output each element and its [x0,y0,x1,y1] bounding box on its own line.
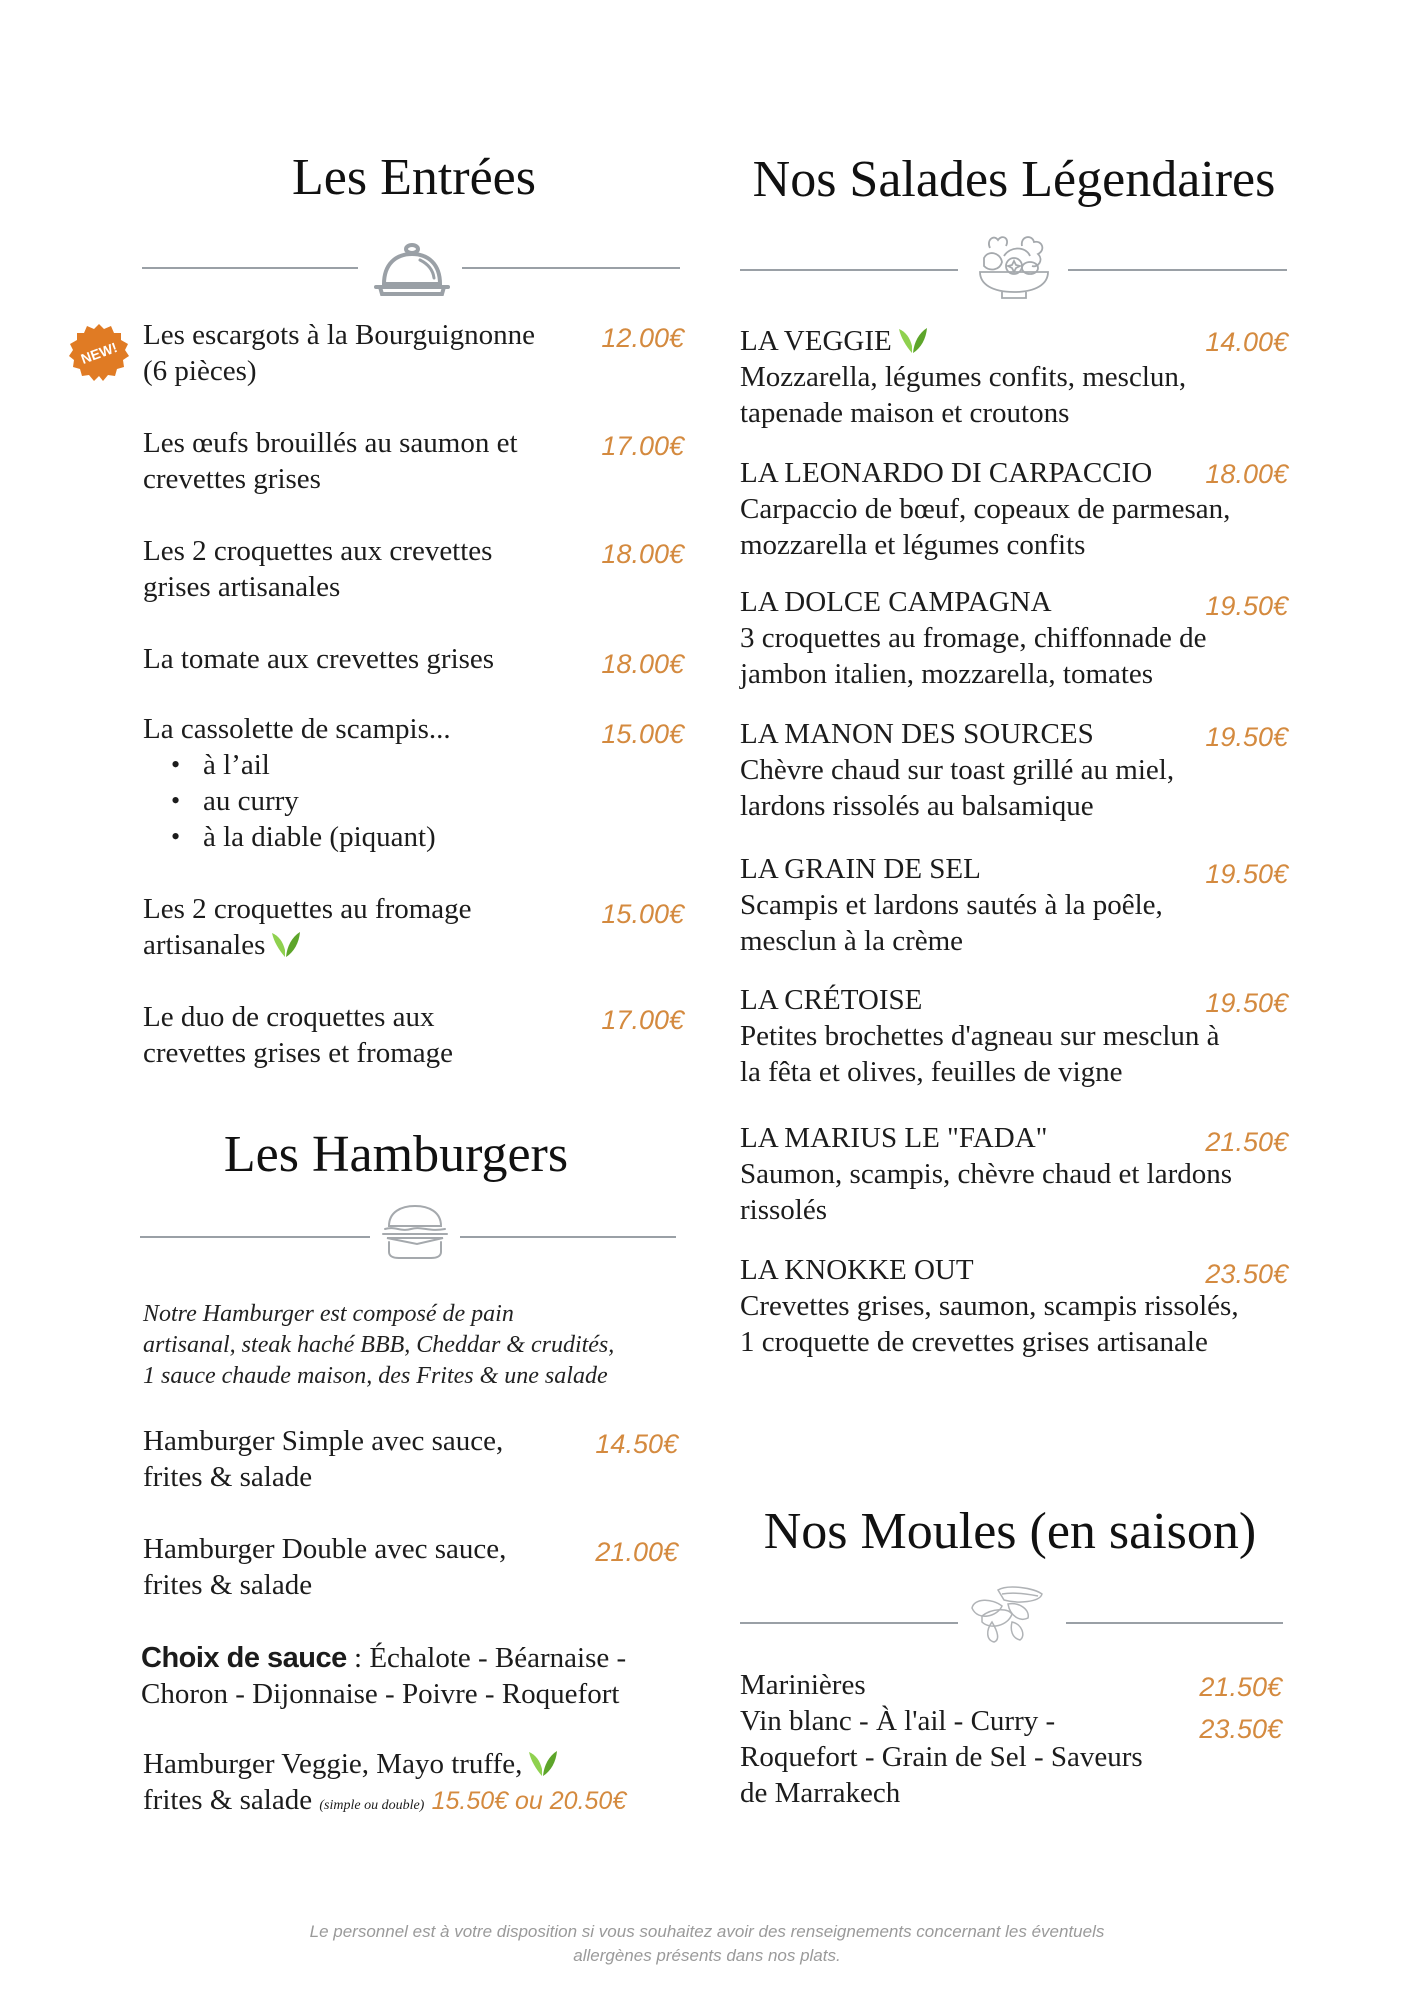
sauce-choice [141,1640,721,1712]
salad-desc-line: mozzarella et légumes confits [740,529,1086,561]
size-note: (simple ou double) [319,1798,425,1813]
salad-name: LA GRAIN DE SEL [740,853,981,885]
item-name-line2: (6 pièces) [143,355,257,387]
item-price: 17.00€ [601,1005,684,1035]
divider-line [462,267,680,269]
hamburgers-heading: Les Hamburgers [223,1126,569,1183]
item-price: 15.00€ [601,899,684,929]
variant-item: • au curry [171,783,603,819]
allergen-notice [0,1920,1414,1968]
item-name: Les escargots à la Bourguignonne [143,319,535,351]
item-name: Les œufs brouillés au saumon et [143,427,518,459]
divider-line [142,267,358,269]
item-name: La tomate aux crevettes grises [143,643,495,675]
menu-item [143,1531,603,1603]
salad-desc-line: tapenade maison et croutons [740,397,1070,429]
menu-item [143,1423,603,1495]
item-price: 18.00€ [601,539,684,569]
item-price: 21.50€ [1199,1672,1282,1702]
item-price: 18.00€ [1205,459,1288,489]
item-name: Le duo de croquettes aux [143,1001,435,1033]
item-price: 19.50€ [1205,988,1288,1018]
footer-line: allergènes présents dans nos plats. [573,1946,841,1965]
item-price: 14.50€ [595,1429,678,1459]
sauce-label: Choix de sauce [141,1642,347,1674]
salad-desc-line: mesclun à la crème [740,925,964,957]
item-name-line: Vin blanc - À l'ail - Curry - [740,1705,1056,1737]
cloche-icon [372,242,452,298]
new-badge [68,322,130,384]
variant-item: • à la diable (piquant) [171,819,603,855]
salad-name: LA VEGGIE [740,325,892,357]
item-name-line: Roquefort - Grain de Sel - Saveurs [740,1741,1143,1773]
hamburger-description [143,1299,703,1392]
salades-heading: Nos Salades Légendaires [752,151,1276,208]
menu-item [143,641,603,677]
divider-line [1066,1622,1283,1624]
mussels-item [740,1667,1160,1811]
salad-bowl-icon [976,232,1052,300]
vegetarian-leaf-icon [898,326,928,354]
item-name-row [143,927,603,963]
description-line: 1 sauce chaude maison, des Frites & une salade [143,1363,608,1389]
burger-icon [381,1204,449,1260]
salad-desc-line: 3 croquettes au fromage, chiffonnade de [740,622,1207,654]
salad-name: LA CRÉTOISE [740,984,923,1016]
variant-item: • à l’ail [171,747,603,783]
entrees-heading: Les Entrées [291,149,536,206]
item-price: 12.00€ [601,323,684,353]
salad-desc-line: Carpaccio de bœuf, copeaux de parmesan, [740,493,1231,525]
salad-name: LA MANON DES SOURCES [740,718,1094,750]
description-line: Notre Hamburger est composé de pain [143,1301,514,1327]
item-name-line2: grises artisanales [143,571,341,603]
sauce-separator: : [346,1642,370,1674]
item-price: 23.50€ [1205,1259,1288,1289]
item-name: Hamburger Double avec sauce, [143,1533,507,1565]
salad-name: LA KNOKKE OUT [740,1254,974,1286]
salad-desc-line: Petites brochettes d'agneau sur mesclun à [740,1020,1220,1052]
description-line: artisanal, steak haché BBB, Cheddar & crudités, [143,1332,615,1358]
salad-desc-line: Scampis et lardons sautés à la poêle, [740,889,1163,921]
salad-desc-line: Crevettes grises, saumon, scampis rissolés, [740,1290,1239,1322]
item-name: Les 2 croquettes au fromage [143,893,472,925]
item-price: 15.00€ [601,719,684,749]
item-price: 17.00€ [601,431,684,461]
salad-desc-line: jambon italien, mozzarella, tomates [740,658,1154,690]
footer-line: Le personnel est à votre disposition si vous souhaitez avoir des renseignements concernant les éventuels [309,1922,1105,1941]
item-name: La cassolette de scampis... [143,713,451,745]
item-price: 19.50€ [1205,591,1288,621]
divider-line [460,1236,676,1238]
divider-line [740,1622,958,1624]
salad-name: LA LEONARDO DI CARPACCIO [740,457,1153,489]
item-name-line2: frites & salade [143,1569,313,1601]
vegetarian-leaf-icon [528,1749,558,1777]
item-name-line2: frites & salade [143,1784,313,1816]
menu-item [143,317,603,389]
vegetarian-leaf-icon [271,930,301,958]
menu-item [143,999,603,1071]
salad-desc-line: rissolés [740,1194,827,1226]
item-price: 14.00€ [1205,327,1288,357]
salad-desc-line: la fêta et olives, feuilles de vigne [740,1056,1123,1088]
salad-desc-line: Mozzarella, légumes confits, mesclun, [740,361,1187,393]
divider-line [140,1236,370,1238]
divider-line [740,269,958,271]
moules-heading: Nos Moules (en saison) [763,1503,1257,1560]
item-price: 19.50€ [1205,859,1288,889]
salad-name: LA DOLCE CAMPAGNA [740,586,1052,618]
salad-desc-line: lardons rissolés au balsamique [740,790,1094,822]
salad-desc-line: 1 croquette de crevettes grises artisanale [740,1326,1208,1358]
menu-item [143,891,603,963]
item-price: 19.50€ [1205,722,1288,752]
sauce-options-line2: Choron - Dijonnaise - Poivre - Roquefort [141,1678,620,1710]
item-name: Marinières [740,1669,866,1701]
variant-list [143,747,603,855]
item-price: 21.50€ [1205,1127,1288,1157]
mussels-icon [968,1582,1046,1644]
menu-item [143,533,603,605]
item-name-line2: frites & salade [143,1461,313,1493]
item-name-line2: artisanales [143,929,266,961]
salad-desc-line: Chèvre chaud sur toast grillé au miel, [740,754,1175,786]
item-price: 18.00€ [601,649,684,679]
menu-item [143,425,603,497]
item-name-line2: crevettes grises et fromage [143,1037,453,1069]
item-name-line2: crevettes grises [143,463,321,495]
divider-line [1068,269,1287,271]
item-name: Hamburger Veggie, Mayo truffe, [143,1748,523,1780]
menu-item-veggie-burger [143,1746,743,1824]
item-name: Les 2 croquettes aux crevettes [143,535,493,567]
menu-item [143,711,603,855]
item-name: Hamburger Simple avec sauce, [143,1425,504,1457]
item-price: 21.00€ [595,1537,678,1567]
salad-desc-line: Saumon, scampis, chèvre chaud et lardons [740,1158,1233,1190]
new-badge-label: NEW! [78,339,120,367]
salad-name: LA MARIUS LE "FADA" [740,1122,1048,1154]
item-name-line: de Marrakech [740,1777,901,1809]
sauce-options-line1: Échalote - Béarnaise - [369,1642,627,1674]
item-price: 15.50€ ou 20.50€ [431,1787,627,1815]
item-price: 23.50€ [1199,1714,1282,1744]
